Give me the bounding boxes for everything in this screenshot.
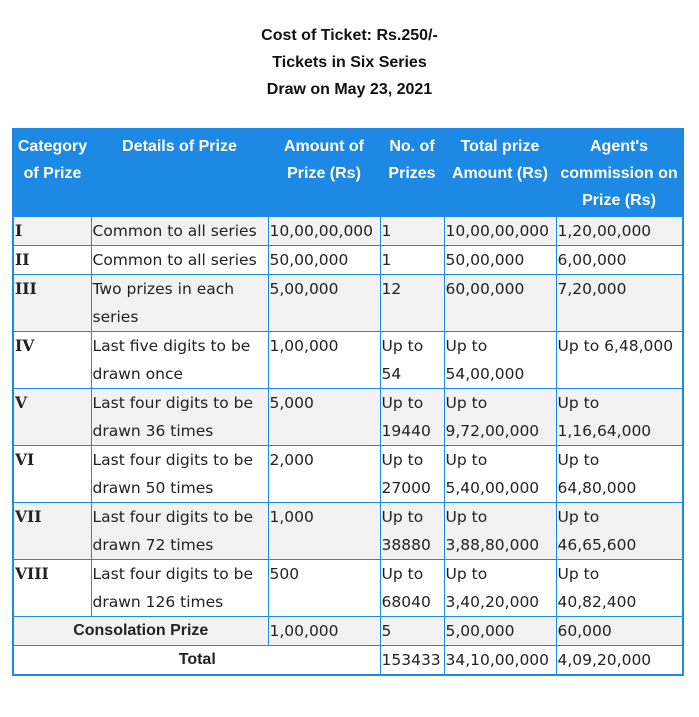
total-cell: 50,00,000 xyxy=(444,246,556,275)
count-cell: 1 xyxy=(380,217,444,246)
total-cell: 60,00,000 xyxy=(444,275,556,332)
details-cell: Last four digits to be drawn 72 times xyxy=(91,503,268,560)
total-cell: 10,00,00,000 xyxy=(444,217,556,246)
amount-cell: 1,00,000 xyxy=(268,617,380,646)
prize-structure-table xyxy=(12,128,684,676)
commission-cell: Up to 46,65,600 xyxy=(556,503,683,560)
commission-cell: 1,20,00,000 xyxy=(556,217,683,246)
commission-cell: Up to 64,80,000 xyxy=(556,446,683,503)
details-cell: Last four digits to be drawn 36 times xyxy=(91,389,268,446)
totals-label: Total xyxy=(13,646,380,676)
amount-cell: 50,00,000 xyxy=(268,246,380,275)
category-cell: I xyxy=(13,217,91,246)
table-row xyxy=(13,246,683,275)
category-cell: VIII xyxy=(13,560,91,617)
amount-cell: 2,000 xyxy=(268,446,380,503)
details-cell: Last four digits to be drawn 126 times xyxy=(91,560,268,617)
totals-row xyxy=(13,646,683,676)
col-header-total: Total prize Amount (Rs) xyxy=(444,129,556,217)
table-row xyxy=(13,503,683,560)
amount-cell: 10,00,00,000 xyxy=(268,217,380,246)
table-header-row xyxy=(13,129,683,217)
count-cell: 153433 xyxy=(380,646,444,676)
table-row xyxy=(13,275,683,332)
consolation-row xyxy=(13,617,683,646)
total-cell: 5,00,000 xyxy=(444,617,556,646)
category-cell: V xyxy=(13,389,91,446)
amount-cell: 5,000 xyxy=(268,389,380,446)
col-header-commission: Agent's commission on Prize (Rs) xyxy=(556,129,683,217)
table-row xyxy=(13,560,683,617)
count-cell: Up to 54 xyxy=(380,332,444,389)
commission-cell: Up to 40,82,400 xyxy=(556,560,683,617)
count-cell: 1 xyxy=(380,246,444,275)
ticket-series: Tickets in Six Series xyxy=(272,54,427,71)
count-cell: 5 xyxy=(380,617,444,646)
count-cell: Up to 19440 xyxy=(380,389,444,446)
details-cell: Last four digits to be drawn 50 times xyxy=(91,446,268,503)
count-cell: 12 xyxy=(380,275,444,332)
total-cell: 34,10,00,000 xyxy=(444,646,556,676)
category-cell: IV xyxy=(13,332,91,389)
count-cell: Up to 68040 xyxy=(380,560,444,617)
commission-cell: 6,00,000 xyxy=(556,246,683,275)
col-header-amount: Amount of Prize (Rs) xyxy=(268,129,380,217)
amount-cell: 1,00,000 xyxy=(268,332,380,389)
amount-cell: 5,00,000 xyxy=(268,275,380,332)
category-cell: II xyxy=(13,246,91,275)
details-cell: Last five digits to be drawn once xyxy=(91,332,268,389)
details-cell: Common to all series xyxy=(91,246,268,275)
commission-cell: 60,000 xyxy=(556,617,683,646)
category-cell: III xyxy=(13,275,91,332)
table-row xyxy=(13,217,683,246)
total-cell: Up to 5,40,00,000 xyxy=(444,446,556,503)
count-cell: Up to 38880 xyxy=(380,503,444,560)
total-cell: Up to 3,40,20,000 xyxy=(444,560,556,617)
total-cell: Up to 9,72,00,000 xyxy=(444,389,556,446)
count-cell: Up to 27000 xyxy=(380,446,444,503)
draw-date: Draw on May 23, 2021 xyxy=(266,81,433,98)
commission-cell: 7,20,000 xyxy=(556,275,683,332)
category-cell: VI xyxy=(13,446,91,503)
col-header-category: Category of Prize xyxy=(13,129,91,217)
amount-cell: 1,000 xyxy=(268,503,380,560)
ticket-info-header xyxy=(0,22,699,103)
category-cell: VII xyxy=(13,503,91,560)
details-cell: Two prizes in each series xyxy=(91,275,268,332)
total-cell: Up to 54,00,000 xyxy=(444,332,556,389)
consolation-label: Consolation Prize xyxy=(13,617,268,646)
ticket-cost: Cost of Ticket: Rs.250/- xyxy=(261,27,438,44)
col-header-count: No. of Prizes xyxy=(380,129,444,217)
commission-cell: 4,09,20,000 xyxy=(556,646,683,676)
commission-cell: Up to 1,16,64,000 xyxy=(556,389,683,446)
total-cell: Up to 3,88,80,000 xyxy=(444,503,556,560)
col-header-details: Details of Prize xyxy=(91,129,268,217)
table-row xyxy=(13,332,683,389)
details-cell: Common to all series xyxy=(91,217,268,246)
table-row xyxy=(13,389,683,446)
commission-cell: Up to 6,48,000 xyxy=(556,332,683,389)
table-row xyxy=(13,446,683,503)
amount-cell: 500 xyxy=(268,560,380,617)
